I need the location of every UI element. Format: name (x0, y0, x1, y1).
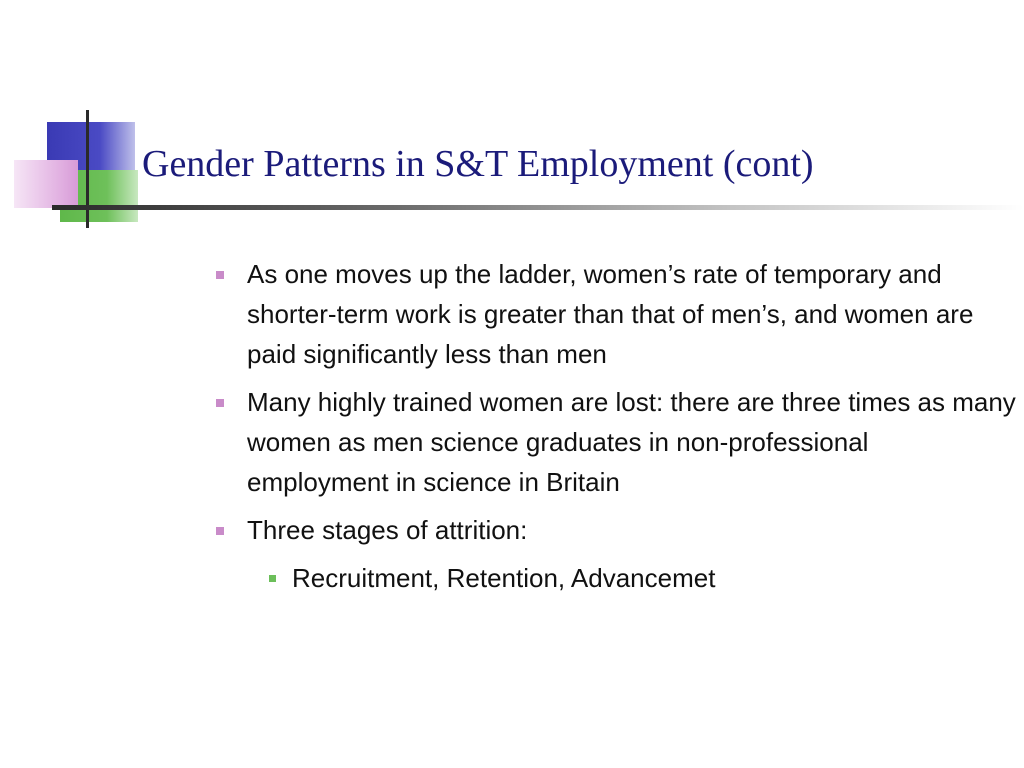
square-bullet-icon (216, 271, 224, 279)
sub-bullet-item (216, 558, 1016, 598)
bullet-text: Three stages of attrition: (247, 515, 528, 545)
square-bullet-icon (216, 527, 224, 535)
decorative-pink-square (14, 160, 78, 208)
bullet-item (216, 510, 1016, 550)
bullet-list (216, 254, 1016, 598)
decorative-vertical-line (86, 110, 89, 228)
bullet-item (216, 382, 1016, 502)
square-bullet-icon (269, 575, 276, 582)
bullet-text: As one moves up the ladder, women’s rate of temporary and shorter-term work is greater than that of men’s, and women are paid significantly less than men (247, 259, 974, 369)
bullet-text: Many highly trained women are lost: there are three times as many women as men science graduates in non-professional employment in science in Britain (247, 387, 1016, 497)
bullet-item (216, 254, 1016, 374)
sub-bullet-text: Recruitment, Retention, Advancemet (292, 563, 716, 593)
square-bullet-icon (216, 399, 224, 407)
title-underline (52, 205, 1024, 210)
slide-title: Gender Patterns in S&T Employment (cont) (142, 143, 814, 185)
